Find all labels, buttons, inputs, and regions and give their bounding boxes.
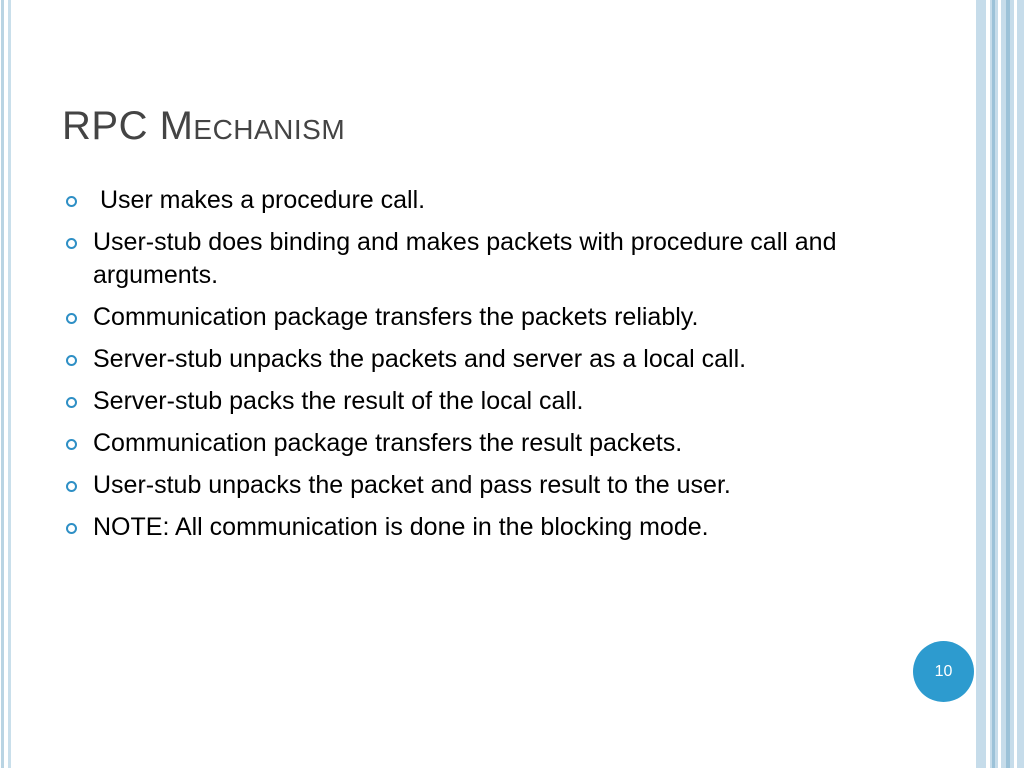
bullet-circle-icon [66,238,77,249]
bullet-item [63,385,923,418]
left-decorative-border [0,0,14,768]
bullet-text: User makes a procedure call. [93,186,426,214]
right-border-stripe [1014,0,1017,768]
bullet-text: NOTE: All communication is done in the blocking mode. [93,513,709,541]
page-number: 10 [934,662,953,680]
page-number-badge [913,641,974,702]
left-border-line [8,0,11,768]
bullet-circle-icon [66,439,77,450]
bullet-item [63,343,923,376]
bullet-item [63,427,923,460]
bullet-circle-icon [66,355,77,366]
bullet-circle-icon [66,481,77,492]
bullet-text: User-stub does binding and makes packets with procedure call and arguments. [93,228,837,289]
right-border-stripe [992,0,995,768]
slide-title: RPC Mechanism [62,104,346,148]
bullet-circle-icon [66,196,77,207]
bullet-text: Communication package transfers the result packets. [93,429,683,457]
left-border-line [1,0,4,768]
bullet-text: Server-stub packs the result of the local call. [93,387,584,415]
bullet-circle-icon [66,397,77,408]
bullet-item [63,511,923,544]
right-decorative-border [976,0,1024,768]
bullet-item [63,469,923,502]
right-border-stripe [1006,0,1010,768]
bullet-text: User-stub unpacks the packet and pass result to the user. [93,471,731,499]
right-border-stripe [986,0,990,768]
bullet-text: Server-stub unpacks the packets and server as a local call. [93,345,747,373]
right-border-stripe [998,0,1001,768]
bullet-circle-icon [66,523,77,534]
bullet-item [63,184,923,217]
bullet-item [63,226,923,292]
bullet-text: Communication package transfers the packets reliably. [93,303,699,331]
bullet-list [63,184,923,553]
bullet-circle-icon [66,313,77,324]
bullet-item [63,301,923,334]
